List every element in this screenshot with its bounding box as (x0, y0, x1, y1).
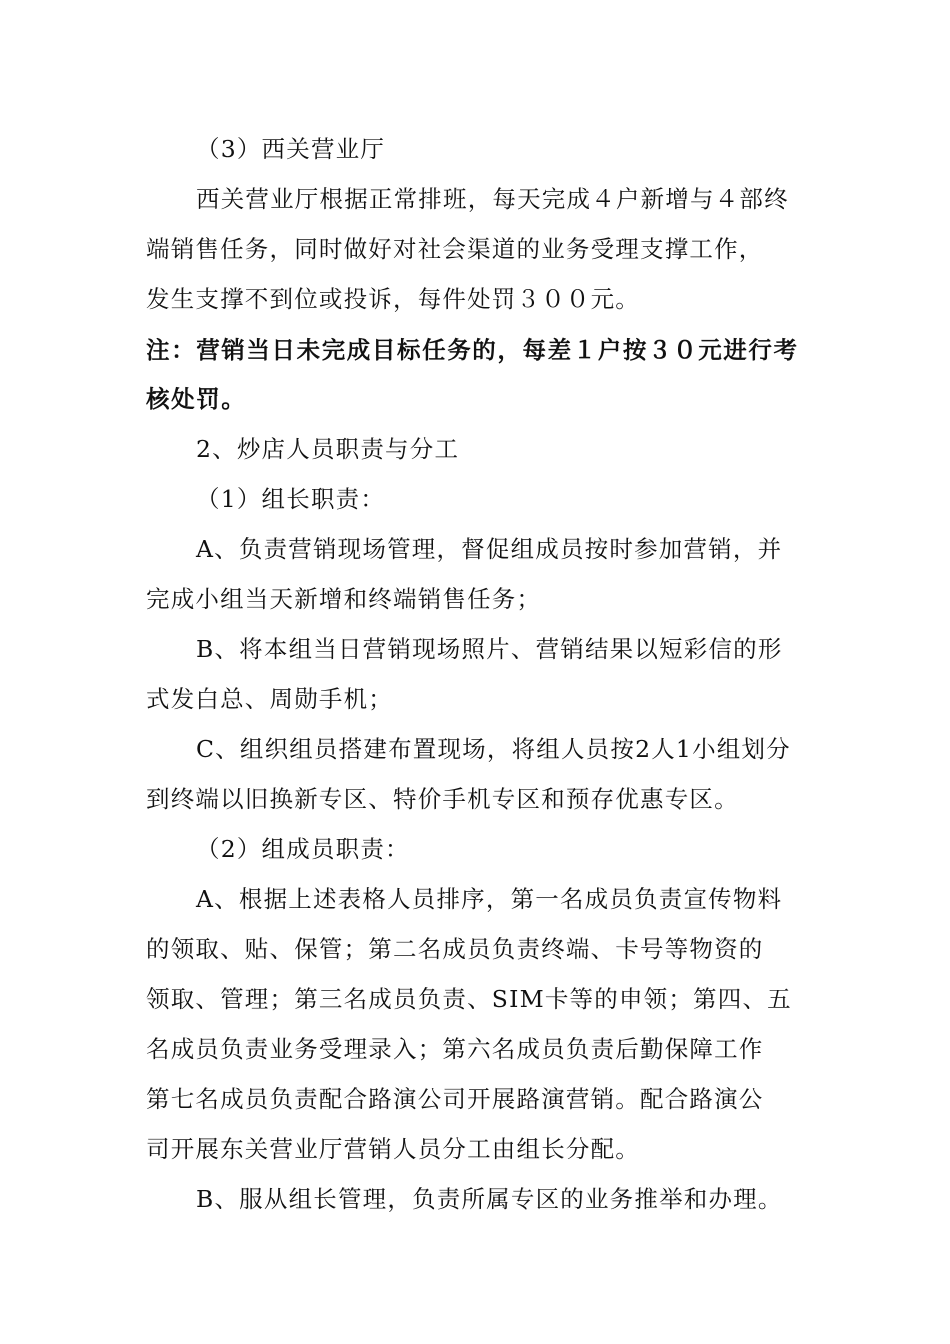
list-item-line: 到终端以旧换新专区、特价手机专区和预存优惠专区。 (146, 785, 739, 813)
list-item-line: C、组织组员搭建布置现场，将组人员按2人1小组划分 (196, 735, 791, 763)
list-item-line: 的领取、贴、保管；第二名成员负责终端、卡号等物资的 (146, 935, 764, 963)
list-item-line: A、根据上述表格人员排序，第一名成员负责宣传物料 (196, 885, 783, 913)
list-item-line: 第七名成员负责配合路演公司开展路演营销。配合路演公 (146, 1085, 764, 1113)
list-item-line: 领取、管理；第三名成员负责、SIM卡等的申领；第四、五 (146, 985, 792, 1013)
paragraph-line: 发生支撑不到位或投诉，每件处罚３００元。 (146, 285, 640, 313)
list-item-line: 名成员负责业务受理录入；第六名成员负责后勤保障工作 (146, 1035, 764, 1063)
section-heading: 2、炒店人员职责与分工 (196, 435, 460, 463)
list-item-line: 完成小组当天新增和终端销售任务； (146, 585, 542, 613)
list-item-line: B、将本组当日营销现场照片、营销结果以短彩信的形 (196, 635, 783, 663)
subsection-heading: （2）组成员职责： (196, 835, 410, 863)
paragraph-line: 西关营业厅根据正常排班，每天完成４户新增与４部终 (196, 185, 789, 213)
note-line: 注：营销当日未完成目标任务的，每差１户按３０元进行考 (146, 336, 799, 364)
list-item-line: B、服从组长管理，负责所属专区的业务推举和办理。 (196, 1185, 783, 1213)
list-item-line: 式发白总、周勋手机； (146, 685, 393, 713)
list-item-line: 司开展东关营业厅营销人员分工由组长分配。 (146, 1135, 640, 1163)
list-item-line: A、负责营销现场管理，督促组成员按时参加营销，并 (196, 535, 783, 563)
subsection-heading: （1）组长职责： (196, 485, 386, 513)
heading-ximen-hall: （3）西关营业厅 (196, 135, 386, 163)
note-line: 核处罚。 (146, 385, 247, 413)
paragraph-line: 端销售任务，同时做好对社会渠道的业务受理支撑工作， (146, 235, 764, 263)
